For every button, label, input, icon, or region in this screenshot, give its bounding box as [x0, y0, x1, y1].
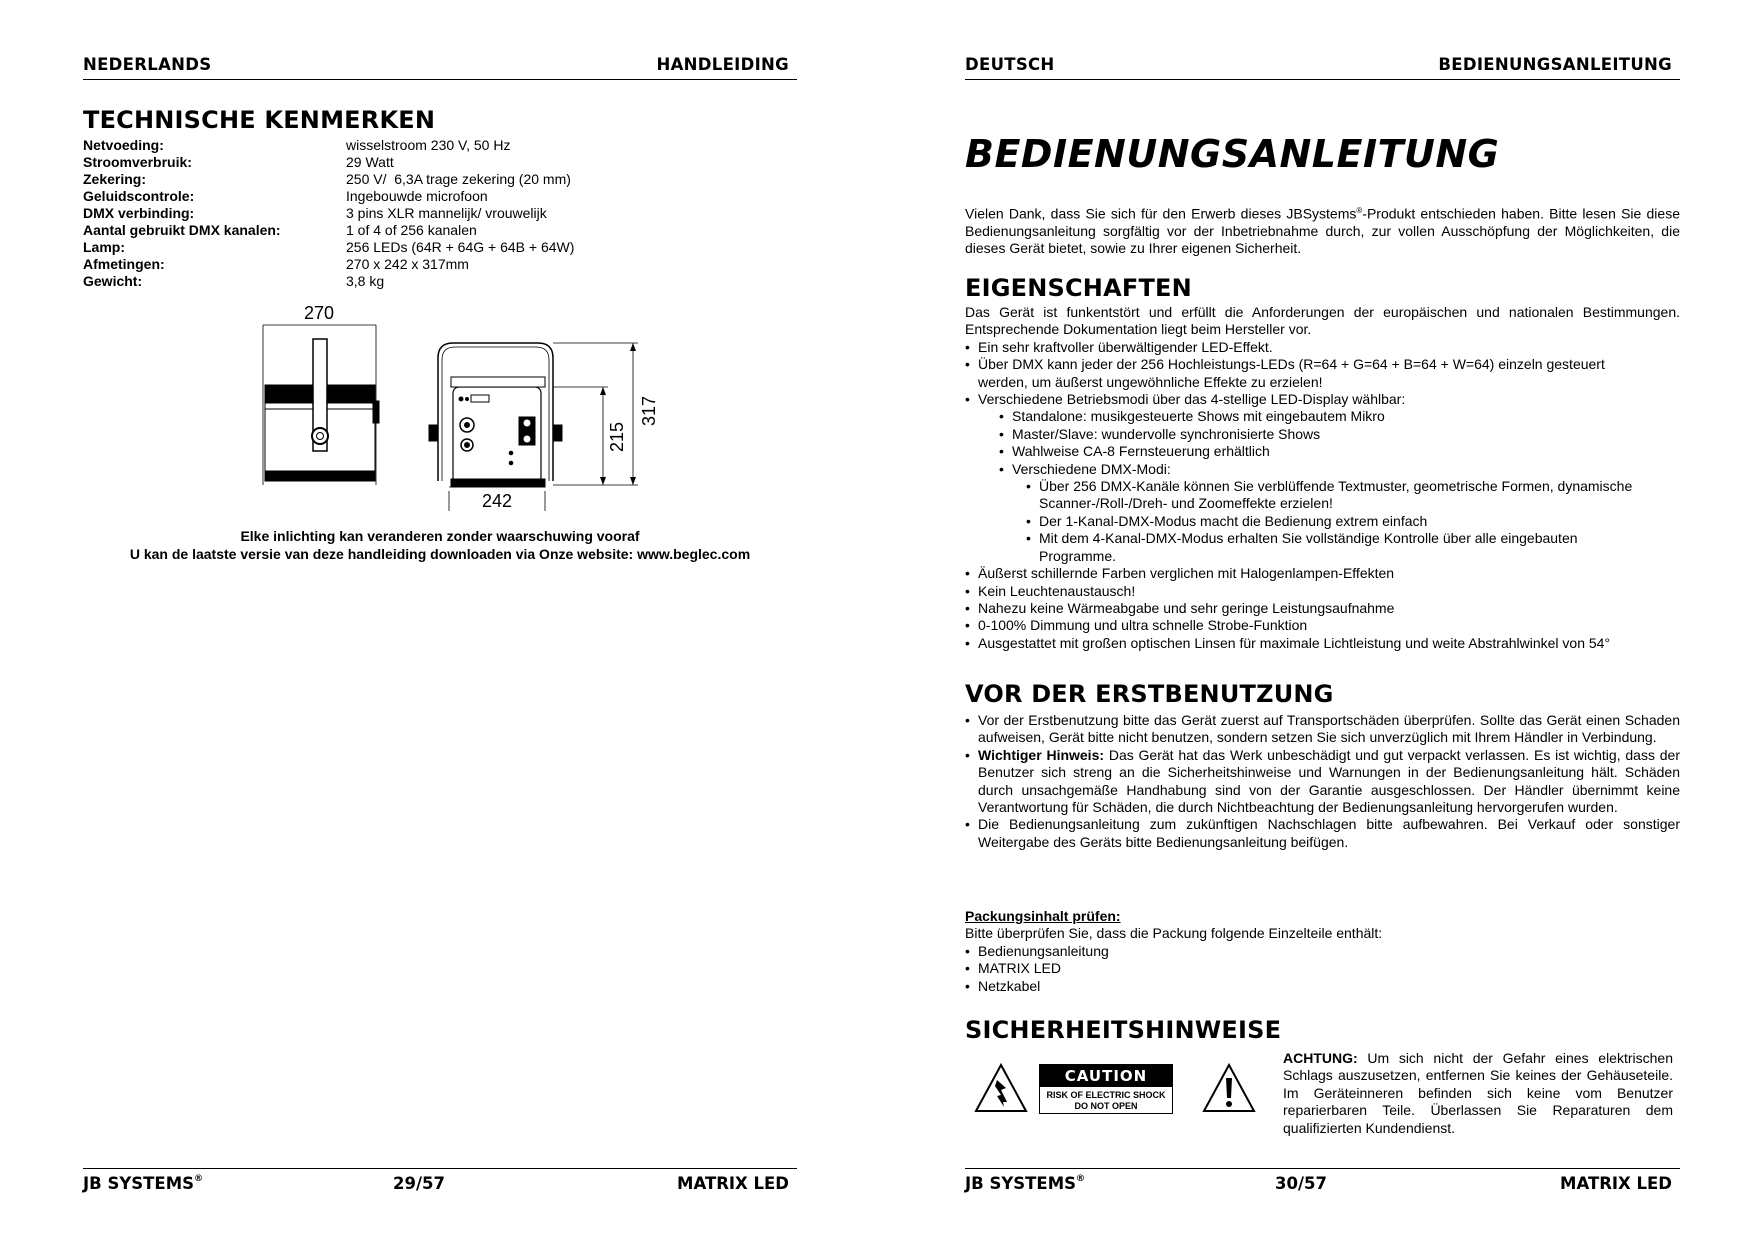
package-contents-section	[965, 908, 1680, 995]
header-title: BEDIENUNGSANLEITUNG	[1438, 55, 1672, 74]
spec-label: Netvoeding:	[83, 137, 164, 153]
feature-subitem: • Wahlweise CA-8 Fernsteuerung erhältlich	[965, 443, 1680, 460]
feature-item: • 0-100% Dimmung und ultra schnelle Strobe-Funktion	[965, 617, 1680, 634]
spec-value: 3,8 kg	[346, 273, 385, 289]
feature-item: • Verschiedene Betriebsmodi über das 4-stellige LED-Display wählbar:	[965, 391, 1680, 408]
package-title: Packungsinhalt prüfen:	[965, 908, 1121, 924]
page-footer	[965, 1168, 1680, 1198]
before-use-item: • Wichtiger Hinweis: Das Gerät hat das Werk unbeschädigt und gut verpackt verlassen. Es ist wichtig, dass der Benutzer sich streng an die Sicherheitshinweise und Warnungen in der Bedienungsanleitung hält. Schäden durch unsachgemäße Handhabung sind von der Garantie ausgeschlossen. Der Händler übernimmt keine Verantwortung für Schäden, die durch Nichtbeachtung der Bedienungsanleitung hervorgerufen wurden.	[965, 747, 1680, 817]
spec-value: 270 x 242 x 317mm	[346, 256, 469, 272]
spec-label: Gewicht:	[83, 273, 143, 289]
spec-row	[83, 137, 797, 154]
features-section	[965, 304, 1680, 652]
before-use-item: • Die Bedienungsanleitung zum zukünftigen Nachschlagen bitte aufbewahren. Bei Verkauf oder sonstiger Weitergabe des Geräts bitte Bedienungsanleitung beifügen.	[965, 816, 1680, 851]
header-title: HANDLEIDING	[656, 55, 789, 74]
feature-subitem: • Standalone: musikgesteuerte Shows mit eingebautem Mikro	[965, 408, 1680, 425]
page-header	[965, 54, 1680, 80]
features-intro: Das Gerät ist funkentstört und erfüllt die Anforderungen der europäischen und nationalen Bestimmungen. Entsprechende Dokumentation liegt beim Hersteller vor.	[965, 304, 1680, 338]
package-item: • Bedienungsanleitung	[965, 943, 1680, 960]
section-title-features: EIGENSCHAFTEN	[965, 274, 1192, 302]
feature-item: • Kein Leuchtenaustausch!	[965, 583, 1680, 600]
caution-line-1: RISK OF ELECTRIC SHOCK	[1046, 1090, 1166, 1100]
spec-value: wisselstroom 230 V, 50 Hz	[346, 137, 511, 153]
footer-brand: JB SYSTEMS®	[83, 1174, 204, 1193]
spec-label: Zekering:	[83, 171, 147, 187]
dim-215-label: 215	[607, 421, 627, 453]
spec-value: 3 pins XLR mannelijk/ vrouwelijk	[346, 205, 547, 221]
note-line-1: Elke inlichting kan veranderen zonder waarschuwing vooraf	[240, 528, 640, 544]
feature-item: • Nahezu keine Wärmeabgabe und sehr geringe Leistungsaufnahme	[965, 600, 1680, 617]
spec-value: 1 of 4 of 256 kanalen	[346, 222, 477, 238]
spec-label: Lamp:	[83, 239, 125, 255]
spec-row	[83, 205, 797, 222]
feature-subsubitem: • Der 1-Kanal-DMX-Modus macht die Bedienung extrem einfach	[965, 513, 1680, 530]
spec-value: 29 Watt	[346, 154, 394, 170]
package-intro: Bitte überprüfen Sie, dass die Packung folgende Einzelteile enthält:	[965, 925, 1383, 942]
spec-label: Aantal gebruikt DMX kanalen:	[83, 222, 281, 238]
spec-row	[83, 154, 797, 171]
caution-line-2: DO NOT OPEN	[1074, 1101, 1138, 1111]
spec-label: Stroomverbruik:	[83, 154, 192, 170]
spec-row	[83, 222, 797, 239]
dimension-drawing	[253, 303, 713, 515]
section-title-safety: SICHERHEITSHINWEISE	[965, 1016, 1282, 1044]
header-language: NEDERLANDS	[83, 55, 212, 74]
footer-product: MATRIX LED	[1560, 1174, 1672, 1193]
left-page	[83, 0, 797, 1240]
dim-242-label: 242	[481, 491, 513, 511]
spec-row	[83, 188, 797, 205]
feature-subitem: • Verschiedene DMX-Modi:	[965, 461, 1680, 478]
note-line-2: U kan de laatste versie van deze handleiding downloaden via Onze website: www.beglec.com	[129, 546, 751, 562]
footer-page-number: 29/57	[393, 1174, 445, 1193]
feature-item: • Über DMX kann jeder der 256 Hochleistungs-LEDs (R=64 + G=64 + B=64 + W=64) einzeln gesteuert werden, um äußerst ungewöhnliche Effekte zu erzielen!	[965, 356, 1680, 391]
caution-label	[1039, 1064, 1173, 1114]
before-use-section	[965, 712, 1680, 851]
page-footer	[83, 1168, 797, 1198]
before-use-item: • Vor der Erstbenutzung bitte das Gerät zuerst auf Transportschäden überprüfen. Sollte das Gerät einen Schaden aufweisen, Gerät bitte nicht benutzen, sondern setzen Sie sich unverzüglich mit Ihrem Händler in Verbindung.	[965, 712, 1680, 747]
footer-brand: JB SYSTEMS®	[965, 1174, 1086, 1193]
dim-317-label: 317	[639, 395, 659, 427]
package-item: • Netzkabel	[965, 978, 1680, 995]
spec-value: 256 LEDs (64R + 64G + 64B + 64W)	[346, 239, 575, 255]
spec-label: Geluidscontrole:	[83, 188, 195, 204]
intro-paragraph: Vielen Dank, dass Sie sich für den Erwerb dieses JBSystems®-Produkt entschieden haben. Bitte lesen Sie diese Bedienungsanleitung sorgfältig vor der Inbetriebnahme durch, zur vollen Ausschöpfung der Möglichkeiten, die dieses Gerät bietet, sowie zu Ihrer eigenen Sicherheit.	[965, 205, 1680, 257]
spec-label: Afmetingen:	[83, 256, 165, 272]
safety-warning-text: ACHTUNG: Um sich nicht der Gefahr eines elektrischen Schlags auszusetzen, entfernen Sie keines der Gehäuseteile. Im Geräteinneren befinden sich keine vom Benutzer reparierbaren Teile. Überlassen Sie Reparaturen dem qualifizierten Kundendienst.	[1283, 1050, 1673, 1136]
lightning-warning-icon	[973, 1062, 1029, 1114]
package-item: • MATRIX LED	[965, 960, 1680, 977]
spec-row	[83, 256, 797, 273]
main-title: BEDIENUNGSANLEITUNG	[965, 132, 1500, 176]
section-title-before-use: VOR DER ERSTBENUTZUNG	[965, 680, 1334, 708]
feature-item: • Äußerst schillernde Farben verglichen mit Halogenlampen-Effekten	[965, 565, 1680, 582]
spec-table	[83, 137, 797, 290]
spec-row	[83, 171, 797, 188]
feature-item: • Ein sehr kraftvoller überwältigender LED-Effekt.	[965, 339, 1680, 356]
caution-title: CAUTION	[1040, 1065, 1172, 1087]
footer-page-number: 30/57	[1275, 1174, 1327, 1193]
spec-value: Ingebouwde microfoon	[346, 188, 488, 204]
page-header	[83, 54, 797, 80]
dim-270-label: 270	[303, 303, 335, 323]
footer-product: MATRIX LED	[677, 1174, 789, 1193]
exclamation-warning-icon	[1201, 1062, 1257, 1114]
spec-value: 250 V/ 6,3A trage zekering (20 mm)	[346, 171, 571, 187]
spec-label: DMX verbinding:	[83, 205, 195, 221]
feature-subsubitem: • Über 256 DMX-Kanäle können Sie verblüffende Textmuster, geometrische Formen, dynamische Scanner-/Roll-/Dreh- und Zoomeffekte erzielen!	[965, 478, 1680, 513]
spec-row	[83, 273, 797, 290]
header-language: DEUTSCH	[965, 55, 1055, 74]
feature-item: • Ausgestattet mit großen optischen Linsen für maximale Lichtleistung und weite Abstrahlwinkel von 54°	[965, 635, 1680, 652]
feature-subitem: • Master/Slave: wundervolle synchronisierte Shows	[965, 426, 1680, 443]
right-page	[965, 0, 1680, 1240]
section-title-technical: TECHNISCHE KENMERKEN	[83, 106, 436, 134]
spec-row	[83, 239, 797, 256]
feature-subsubitem: • Mit dem 4-Kanal-DMX-Modus erhalten Sie vollständige Kontrolle über alle eingebauten Programme.	[965, 530, 1680, 565]
